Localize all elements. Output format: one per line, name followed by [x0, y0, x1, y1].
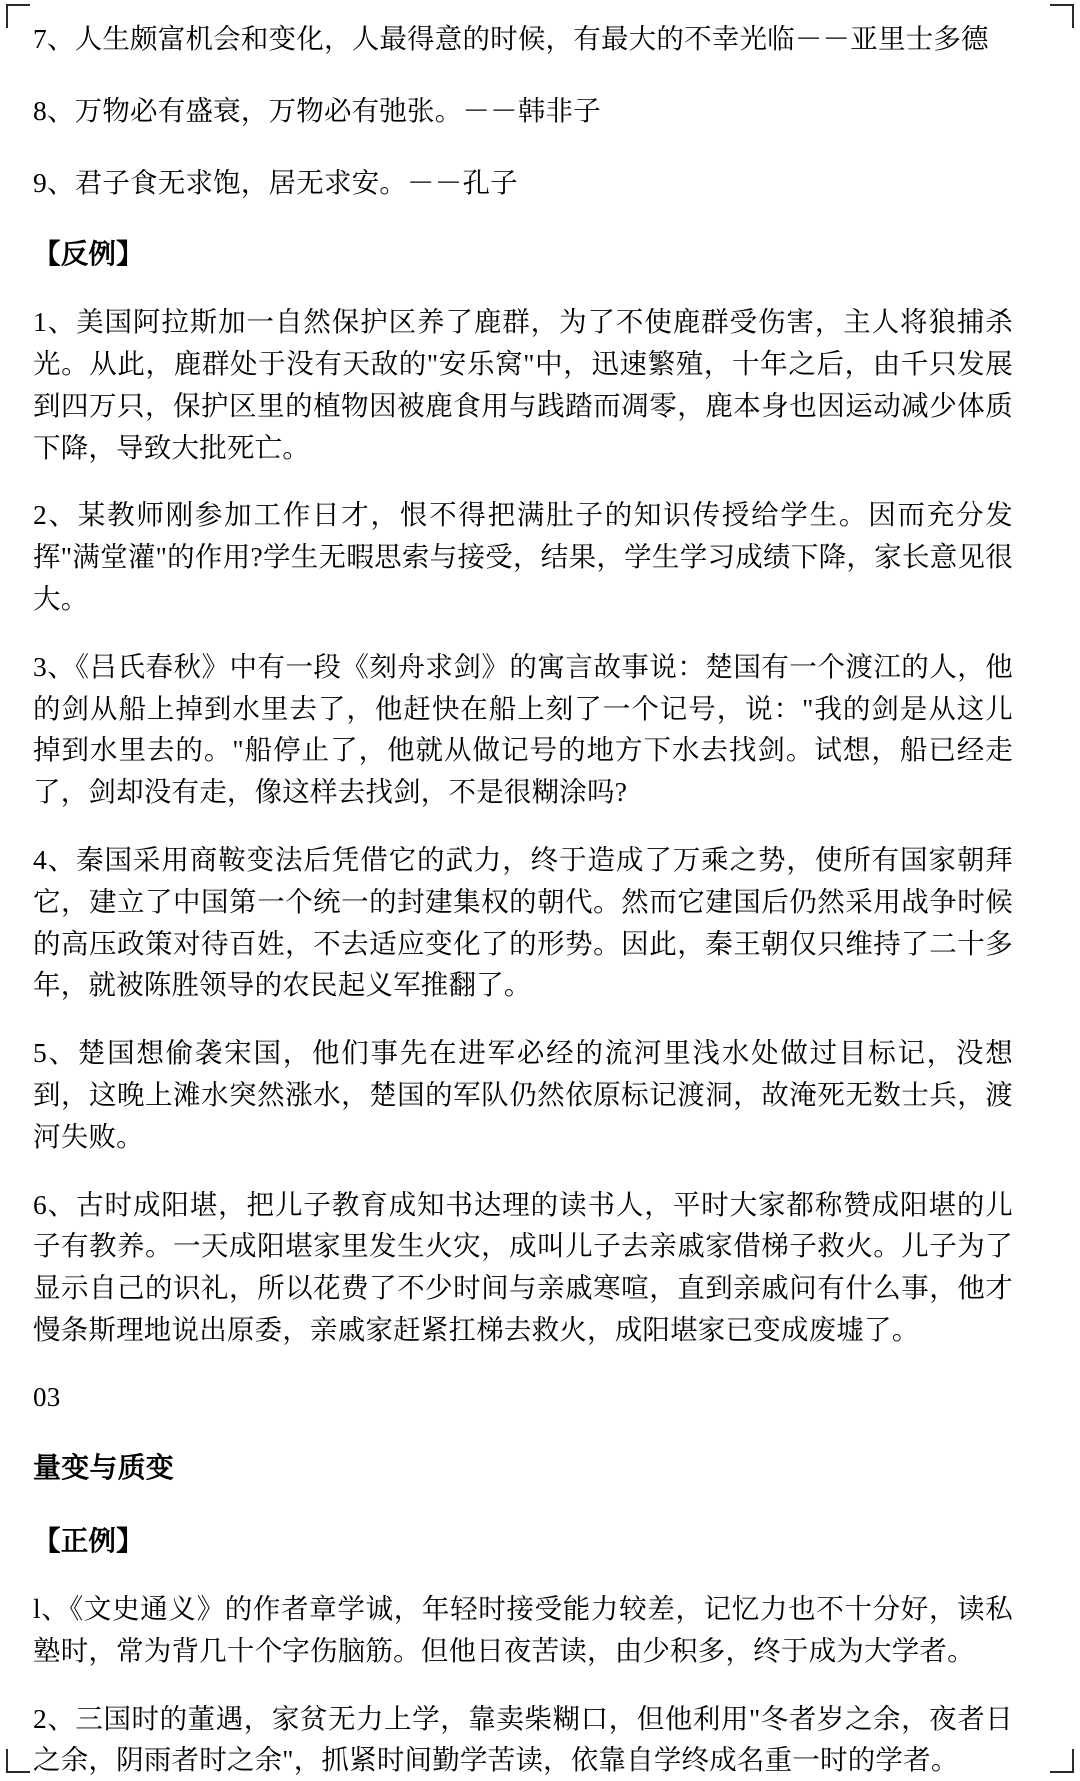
quote-line: 7、人生颇富机会和变化，人最得意的时候，有最大的不幸光临－－亚里士多德: [33, 23, 989, 54]
quote-line: 9、君子食无求饱，居无求安。－－孔子: [33, 166, 518, 198]
paragraph-counter-example-6: 6、古时成阳堪，把儿子教育成知书达理的读书人，平时大家都称赞成阳堪的儿子有教养。一天成阳堪家里发生火灾，成叫儿子去亲戚家借梯子救火。儿子为了显示自己的识礼，所以花费了不少时间与亲戚寒喧，直到亲戚问有什么事，他才慢条斯理地说出原委，亲戚家赶紧扛梯去救火，成阳堪家已变成废墟了。: [33, 1188, 1013, 1345]
paragraph-counter-example-1: 1、美国阿拉斯加一自然保护区养了鹿群，为了不使鹿群受伤害，主人将狼捕杀光。从此，鹿群处于没有天敌的"安乐窝"中，迅速繁殖，十年之后，由千只发展到四万只，保护区里的植物因被鹿食用与践踏而凋零，鹿本身也因运动减少体质下降，导致大批死亡。: [33, 306, 1013, 463]
section-title: 量变与质变: [33, 1452, 175, 1484]
section-number: 03: [33, 1381, 61, 1412]
crop-mark-bottom-left: [6, 1749, 30, 1773]
crop-mark-top-left: [6, 4, 30, 28]
crop-mark-top-right: [1050, 4, 1074, 28]
paragraph-counter-example-4: 4、秦国采用商鞍变法后凭借它的武力，终于造成了万乘之势，使所有国家朝拜它，建立了中国第一个统一的封建集权的朝代。然而它建国后仍然采用战争时候的高压政策对待百姓，不去适应变化了的形势。因此，秦王朝仅只维持了二十多年，就被陈胜领导的农民起义军推翻了。: [33, 843, 1013, 1001]
section-heading-positive-examples: 【正例】: [33, 1525, 144, 1557]
quote-line: 8、万物必有盛衰，万物必有弛张。－－韩非子: [33, 94, 601, 126]
paragraph-positive-example-1: l、《文史通义》的作者章学诚，年轻时接受能力较差，记忆力也不十分好，读私塾时，常为背几十个字伤脑筋。但他日夜苦读，由少积多，终于成为大学者。: [33, 1593, 1013, 1666]
section-heading-counter-examples: 【反例】: [33, 238, 144, 270]
crop-mark-bottom-right: [1050, 1749, 1074, 1773]
paragraph-counter-example-3: 3、《吕氏春秋》中有一段《刻舟求剑》的寓言故事说：楚国有一个渡江的人，他的剑从船上掉到水里去了，他赶快在船上刻了一个记号，说："我的剑是从这儿掉到水里去的。"船停止了，他就从做记号的地方下水去找剑。试想，船已经走了，剑却没有走，像这样去找剑，不是很糊涂吗?: [33, 650, 1013, 808]
paragraph-positive-example-2: 2、三国时的董遇，家贫无力上学，靠卖柴糊口，但他利用"冬者岁之余，夜者日之余，阴雨者时之余"，抓紧时间勤学苦读，依靠自学终成名重一时的学者。: [33, 1702, 1013, 1776]
paragraph-counter-example-2: 2、某教师刚参加工作日才，恨不得把满肚子的知识传授给学生。因而充分发挥"满堂灌"的作用?学生无暇思索与接受，结果，学生学习成绩下降，家长意见很大。: [33, 499, 1013, 614]
paragraph-counter-example-5: 5、楚国想偷袭宋国，他们事先在进军必经的流河里浅水处做过目标记，没想到，这晚上滩水突然涨水，楚国的军队仍然依原标记渡洞，故淹死无数士兵，渡河失败。: [33, 1037, 1013, 1152]
document-body: [33, 18, 1013, 1781]
